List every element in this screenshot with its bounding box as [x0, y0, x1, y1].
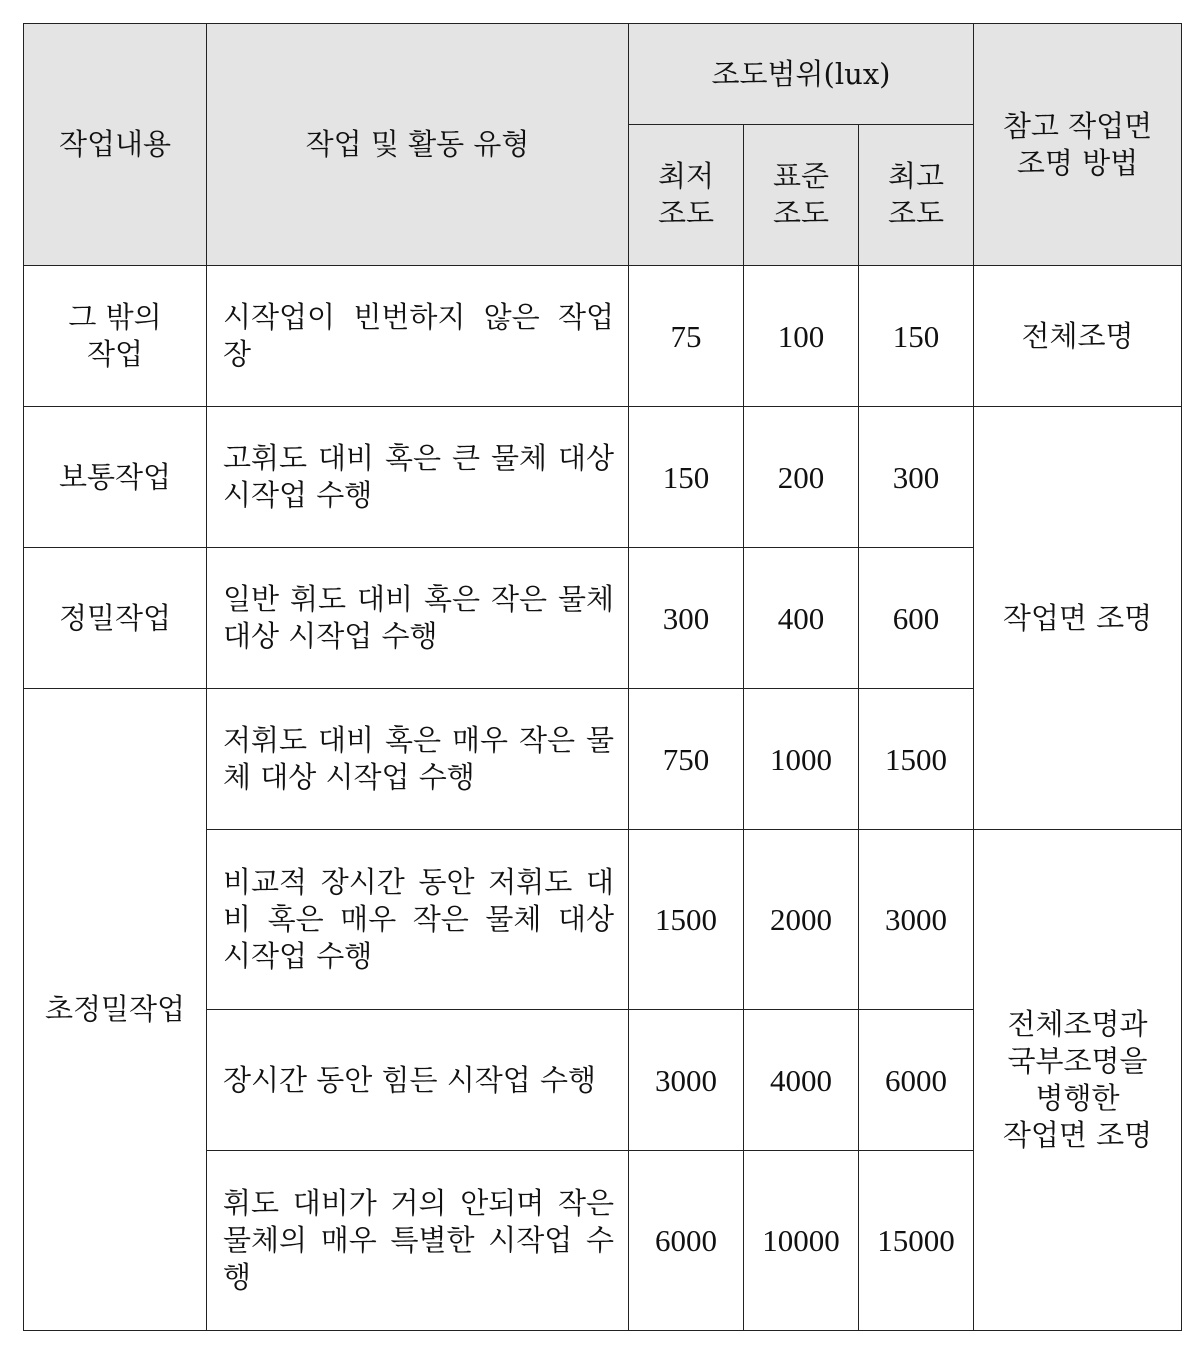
min-cell: 150	[629, 407, 744, 548]
header-standard-illuminance: 표준 조도	[744, 125, 859, 266]
method-cell: 작업면 조명	[974, 407, 1182, 830]
min-cell: 75	[629, 266, 744, 407]
table-row	[24, 407, 1182, 548]
standard-cell: 1000	[744, 689, 859, 830]
activity-cell: 장시간 동안 힘든 시작업 수행	[207, 1010, 629, 1151]
min-cell: 750	[629, 689, 744, 830]
activity-cell: 시작업이 빈번하지 않은 작업장	[207, 266, 629, 407]
min-cell: 6000	[629, 1151, 744, 1331]
max-cell: 6000	[859, 1010, 974, 1151]
header-lighting-method: 참고 작업면 조명 방법	[974, 24, 1182, 266]
min-cell: 1500	[629, 830, 744, 1010]
activity-cell: 일반 휘도 대비 혹은 작은 물체 대상 시작업 수행	[207, 548, 629, 689]
max-cell: 300	[859, 407, 974, 548]
category-cell: 보통작업	[24, 407, 207, 548]
min-cell: 3000	[629, 1010, 744, 1151]
max-cell: 15000	[859, 1151, 974, 1331]
standard-cell: 2000	[744, 830, 859, 1010]
method-cell: 전체조명과 국부조명을 병행한 작업면 조명	[974, 830, 1182, 1331]
activity-cell: 휘도 대비가 거의 안되며 작은 물체의 매우 특별한 시작업 수행	[207, 1151, 629, 1331]
min-cell: 300	[629, 548, 744, 689]
standard-cell: 10000	[744, 1151, 859, 1331]
standard-cell: 200	[744, 407, 859, 548]
category-cell: 초정밀작업	[24, 689, 207, 1331]
activity-cell: 비교적 장시간 동안 저휘도 대비 혹은 매우 작은 물체 대상 시작업 수행	[207, 830, 629, 1010]
standard-cell: 100	[744, 266, 859, 407]
max-cell: 1500	[859, 689, 974, 830]
max-cell: 150	[859, 266, 974, 407]
header-min-illuminance: 최저 조도	[629, 125, 744, 266]
header-activity-type: 작업 및 활동 유형	[207, 24, 629, 266]
header-illuminance-range: 조도범위(lux)	[629, 24, 974, 125]
method-cell: 전체조명	[974, 266, 1182, 407]
max-cell: 3000	[859, 830, 974, 1010]
category-cell: 정밀작업	[24, 548, 207, 689]
table-row	[24, 266, 1182, 407]
header-work-content: 작업내용	[24, 24, 207, 266]
activity-cell: 고휘도 대비 혹은 큰 물체 대상 시작업 수행	[207, 407, 629, 548]
header-max-illuminance: 최고 조도	[859, 125, 974, 266]
illuminance-table	[23, 23, 1182, 1331]
activity-cell: 저휘도 대비 혹은 매우 작은 물체 대상 시작업 수행	[207, 689, 629, 830]
standard-cell: 400	[744, 548, 859, 689]
category-cell: 그 밖의 작업	[24, 266, 207, 407]
standard-cell: 4000	[744, 1010, 859, 1151]
max-cell: 600	[859, 548, 974, 689]
